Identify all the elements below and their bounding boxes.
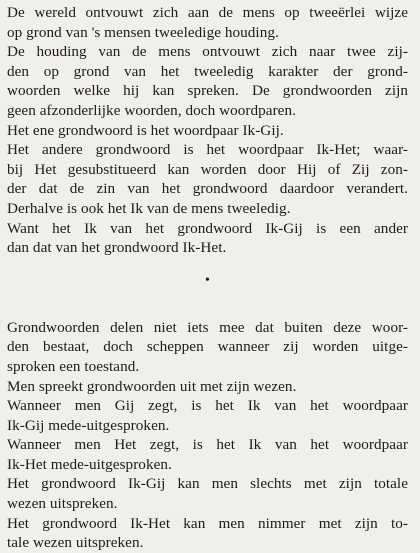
text-line: Want het Ik van het grondwoord Ik-Gij is een ander (7, 219, 408, 237)
text-line: Men spreekt grondwoorden uit met zijn wezen. (7, 377, 297, 395)
text-line: Het grondwoord Ik-Gij kan men slechts met zijn totale (7, 475, 408, 493)
text-line: Wanneer men Het zegt, is het Ik van het woordpaar (7, 436, 408, 454)
text-line: De wereld ontvouwt zich aan de mens op tweeërlei wijze (7, 4, 408, 21)
paragraph-block-2 (7, 318, 408, 553)
text-line: den op grond van het tweeledig karakter der grond- (7, 62, 408, 80)
text-line: wezen uitspreken. (7, 495, 118, 513)
text-line: Derhalve is ook het Ik van de mens tweeledig. (7, 199, 291, 217)
text-line: Grondwoorden delen niet iets mee dat buiten deze woor- (7, 318, 408, 336)
text-line: Wanneer men Gij zegt, is het Ik van het woordpaar (7, 397, 408, 415)
text-line: der dat de zin van het grondwoord daardoor verandert. (7, 180, 408, 198)
text-line: woorden welke hij kan spreken. De grondwoorden zijn (7, 82, 408, 100)
separator-bullet: • (205, 272, 210, 288)
text-line: op grond van 's mensen tweeledige houding. (7, 23, 279, 41)
section-separator (7, 258, 408, 318)
paragraph-block-1 (7, 3, 408, 258)
text-line: bij Het gesubstitueerd kan worden door Hij of Zij zon- (7, 160, 408, 178)
text-line: tale wezen uitspreken. (7, 534, 144, 552)
text-line: geen afzonderlijke woorden, doch woordparen. (7, 101, 296, 119)
text-line: sproken een toestand. (7, 357, 140, 375)
text-line: Ik-Het mede-uitgesproken. (7, 455, 172, 473)
text-line: den bestaat, doch scheppen wanneer zij worden uitge- (7, 338, 408, 356)
text-line: Het ene grondwoord is het woordpaar Ik-Gij. (7, 121, 284, 139)
text-line: Het andere grondwoord is het woordpaar Ik-Het; waar- (7, 141, 408, 159)
text-line: Ik-Gij mede-uitgesproken. (7, 416, 170, 434)
text-line: dan dat van het grondwoord Ik-Het. (7, 239, 227, 257)
text-line: De houding van de mens ontvouwt zich naar twee zij- (7, 43, 408, 61)
text-line: Het grondwoord Ik-Het kan men nimmer met zijn to- (7, 514, 408, 532)
